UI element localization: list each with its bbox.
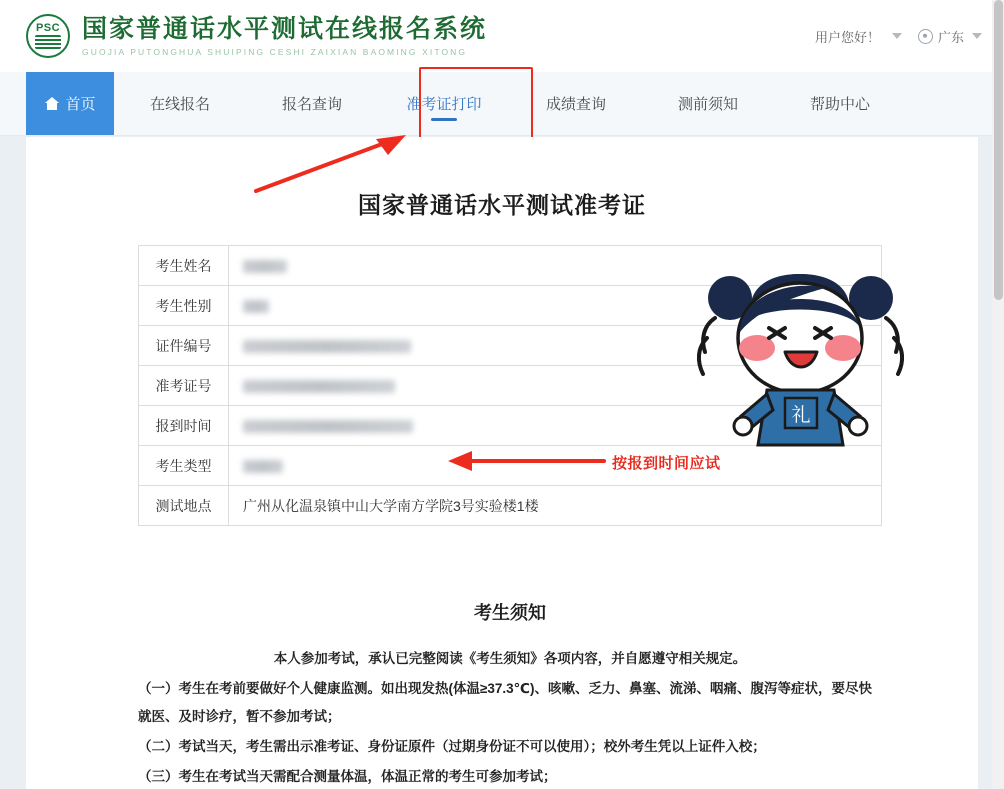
notice-paragraph-1: （一）考生在考前要做好个人健康监测。如出现发热(体温≥37.3℃)、咳嗽、乏力、鼻塞、流涕、咽痛、腹泻等症状，要尽快就医、及时诊疗，暂不参加考试； xyxy=(138,681,873,724)
nav-item-pretest-notice-label: 测前须知 xyxy=(677,96,738,113)
redacted-value xyxy=(243,260,287,273)
site-title-block xyxy=(82,16,487,57)
logo-bars-icon xyxy=(35,35,61,49)
user-greeting: 用户您好！ xyxy=(814,29,880,45)
notice-paragraph-0: 本人参加考试，承认已完整阅读《考生须知》各项内容，并自愿遵守相关规定。 xyxy=(273,651,747,666)
nav-item-online-registration-label: 在线报名 xyxy=(149,96,210,113)
nav-item-registration-query[interactable] xyxy=(246,72,378,135)
notice-body xyxy=(138,645,882,789)
page-title: 国家普通话水平测试准考证 xyxy=(358,193,646,218)
region-chevron-down-icon[interactable] xyxy=(972,33,982,39)
row-label-candidate-type: 考生类型 xyxy=(139,446,229,486)
annotation-text-report-time: 按报到时间应试 xyxy=(612,455,721,472)
table-row xyxy=(139,486,882,526)
row-label-id-number: 证件编号 xyxy=(139,326,229,366)
redacted-value xyxy=(243,300,269,313)
site-title: 国家普通话水平测试在线报名系统 xyxy=(82,15,488,43)
row-label-gender: 考生性别 xyxy=(139,286,229,326)
redacted-value xyxy=(243,380,395,393)
chevron-down-icon[interactable] xyxy=(892,33,902,39)
nav-item-online-registration[interactable] xyxy=(114,72,246,135)
mascot-illustration xyxy=(693,240,908,455)
redacted-value xyxy=(243,420,413,433)
location-pin-icon xyxy=(918,29,933,44)
main-nav xyxy=(0,72,1004,136)
redacted-value xyxy=(243,460,283,473)
nav-item-registration-query-label: 报名查询 xyxy=(281,96,342,113)
nav-item-score-query-label: 成绩查询 xyxy=(545,96,606,113)
region-selector[interactable] xyxy=(918,27,982,46)
nav-item-home[interactable] xyxy=(26,72,114,135)
nav-item-score-query[interactable] xyxy=(510,72,642,135)
scrollbar-thumb[interactable] xyxy=(994,0,1003,300)
ticket-card xyxy=(26,137,978,789)
nav-item-help-center-label: 帮助中心 xyxy=(809,96,870,113)
home-icon xyxy=(44,97,59,110)
notice-paragraph-2: （二）考试当天，考生需出示准考证、身份证原件（过期身份证不可以使用）；校外考生凭以上证件入校； xyxy=(138,739,766,754)
site-subtitle: GUOJIA PUTONGHUA SHUIPING CESHI ZAIXIAN BAOMING XITONG xyxy=(82,46,468,57)
site-logo[interactable] xyxy=(26,14,487,58)
notice-paragraph-3: （三）考生在考试当天需配合测量体温，体温正常的考生可参加考试； xyxy=(138,769,557,784)
region-label: 广东 xyxy=(937,29,964,45)
nav-item-admission-ticket-print[interactable] xyxy=(378,72,510,135)
nav-item-pretest-notice[interactable] xyxy=(642,72,774,135)
psc-logo-icon xyxy=(26,14,70,58)
nav-item-help-center[interactable] xyxy=(774,72,906,135)
row-label-test-location: 测试地点 xyxy=(139,486,229,526)
nav-active-underline xyxy=(431,118,457,121)
row-label-name: 考生姓名 xyxy=(139,246,229,286)
svg-text:礼: 礼 xyxy=(791,405,811,426)
nav-item-admission-ticket-print-label: 准考证打印 xyxy=(406,96,482,113)
redacted-value xyxy=(243,340,411,353)
header-user-area xyxy=(815,27,982,46)
row-label-ticket-number: 准考证号 xyxy=(139,366,229,406)
nav-item-home-label: 首页 xyxy=(65,96,96,113)
row-value-test-location: 广州从化温泉镇中山大学南方学院3号实验楼1楼 xyxy=(229,486,882,526)
notice-title: 考生须知 xyxy=(474,603,546,623)
row-label-report-time: 报到时间 xyxy=(139,406,229,446)
page-scrollbar[interactable] xyxy=(992,0,1004,789)
logo-text: PSC xyxy=(35,22,61,34)
site-header xyxy=(0,0,1004,72)
